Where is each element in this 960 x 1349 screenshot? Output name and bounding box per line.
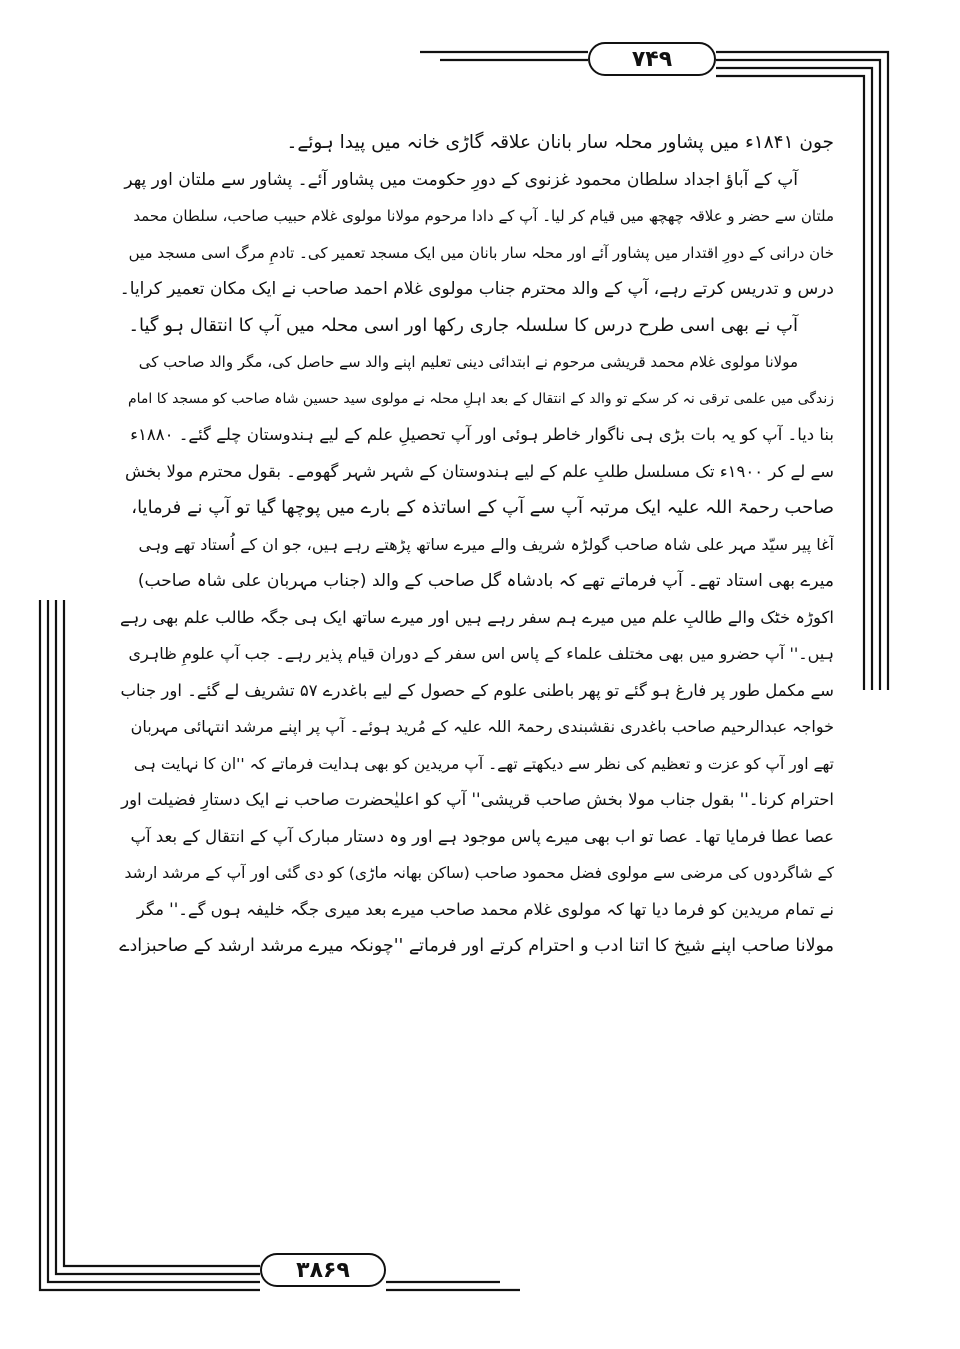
top-page-number [588, 42, 716, 76]
bottom-page-number [260, 1253, 386, 1287]
text-line: زندگی میں علمی ترقی نہ کر سکے تو والد کے انتقال کے بعد اہلِ محلہ نے مولوی سید حسین شاہ صاحب کو مسجد کا امام [127, 390, 834, 407]
text-line: کے شاگردوں کی مرضی سے مولوی فضل محمود صاحب (ساکن بھانہ ماڑی) کو دی گئی اور آپ کے مرشد ارشد [124, 864, 834, 882]
text-line: احترام کرنا۔'' بقول جناب مولا بخش صاحب قریشی'' آپ کو اعلیٰحضرت صاحب نے ایک دستارِ فضیلت اور [121, 790, 834, 809]
text-line: آپ کے آباؤ اجداد سلطان محمود غزنوی کے دورِ حکومت میں پشاور آئے۔ پشاور سے ملتان اور پھر [124, 169, 798, 190]
text-line: میرے بھی استاد تھے۔ آپ فرماتے تھے کہ بادشاہ گل صاحب کے والد (جناب مہربان علی شاہ صاحب) [137, 571, 834, 591]
text-line: سے لے کر ۱۹۰۰ء تک مسلسل طلبِ علم کے لیے ہندوستان کے شہر شہر گھومے۔ بقول محترم مولا بخش [124, 461, 834, 481]
text-line: سے مکمل طور پر فارغ ہو گئے تو پھر باطنی علوم کے حصول کے لیے باغدرے ۵۷ تشریف لے گئے۔ اور جناب [120, 680, 834, 700]
bottom-page-number-text: ۳۸۶۹ [296, 1257, 350, 1283]
text-line: مولانا صاحب اپنے شیخ کا اتنا ادب و احترام کرتے اور فرماتے ''چونکہ میرے مرشد ارشد کے صاحبزادے [119, 936, 834, 956]
text-line: بنا دیا۔ آپ کو یہ بات بڑی ہی ناگوار خاطر ہوئی اور آپ تحصیلِ علم کے لیے ہندوستان چلے گئے۔ ۱۸۸۰ء [130, 425, 834, 444]
text-line: خواجہ عبدالرحیم صاحب باغدری نقشبندی رحمۃ اللہ علیہ کے مُرید ہوئے۔ آپ پر اپنے مرشد انتہائی مہربان [130, 717, 834, 736]
body-text [118, 125, 834, 1235]
text-line: نے تمام مریدین کو فرما دیا تھا کہ مولوی غلام محمد صاحب میرے بعد میری جگہ خلیفہ ہوں گے۔'' مگر [136, 899, 834, 919]
text-line: درس و تدریس کرتے رہے، آپ کے والد محترم جناب مولوی غلام احمد صاحب نے ایک مکان تعمیر کرایا۔ [119, 279, 834, 299]
text-line: خان درانی کے دورِ اقتدار میں پشاور آئے اور محلہ سار بانان میں ایک مسجد تعمیر کی۔ تادمِ مرگ اسی مسجد میں [128, 243, 834, 262]
text-line: عصا عطا فرمایا تھا۔ عصا تو اب بھی میرے پاس موجود ہے اور وہ دستار مبارک آپ کے انتقال کے بعد آپ [130, 826, 834, 846]
text-line: اکوڑہ خٹک والے طالبِ علم میں میرے ہم سفر رہے ہیں اور میرے ساتھ ایک ہی جگہ طالب علم بھی رہے [119, 607, 834, 627]
text-line: جون ۱۸۴۱ء میں پشاور محلہ سار بانان علاقہ گاڑی خانہ میں پیدا ہوئے۔ [286, 132, 834, 153]
top-page-number-text: ۷۴۹ [631, 46, 673, 72]
text-line: ملتان سے حضر و علاقہ چھچھ میں قیام کر لیا۔ آپ کے دادا مرحوم مولانا مولوی غلام حبیب صاحب، سلطان محمد [133, 207, 834, 225]
text-line: آپ نے بھی اسی طرح درس کا سلسلہ جاری رکھا اور اسی محلہ میں آپ کا انتقال ہو گیا۔ [128, 314, 798, 336]
text-line: مولانا مولوی غلام محمد قریشی مرحوم نے ابتدائی دینی تعلیم اپنے والد سے حاصل کی، مگر والد صاحب کی [138, 353, 798, 371]
text-line: تھے اور آپ کو عزت و تعظیم کی نظر سے دیکھتے تھے۔ آپ مریدین کو بھی ہدایت فرماتے کہ ''ان کا نہایت ہی [133, 754, 834, 773]
text-line: آغا پیر سیّد مہر علی شاہ صاحب گولڑہ شریف والے میرے ساتھ پڑھتے رہے ہیں، جو ان کے اُستاد تھے وہی [138, 534, 834, 554]
text-line: صاحب رحمۃ اللہ علیہ ایک مرتبہ آپ سے آپ کے اساتذہ کے بارے میں پوچھا گیا تو آپ نے فرمایا، [131, 497, 834, 518]
text-line: ہیں۔'' آپ حضرو میں بھی مختلف علماء کے پاس اس سفر کے دوران قیام پذیر رہے۔ جب آپ علومِ ظاہری [128, 644, 834, 663]
